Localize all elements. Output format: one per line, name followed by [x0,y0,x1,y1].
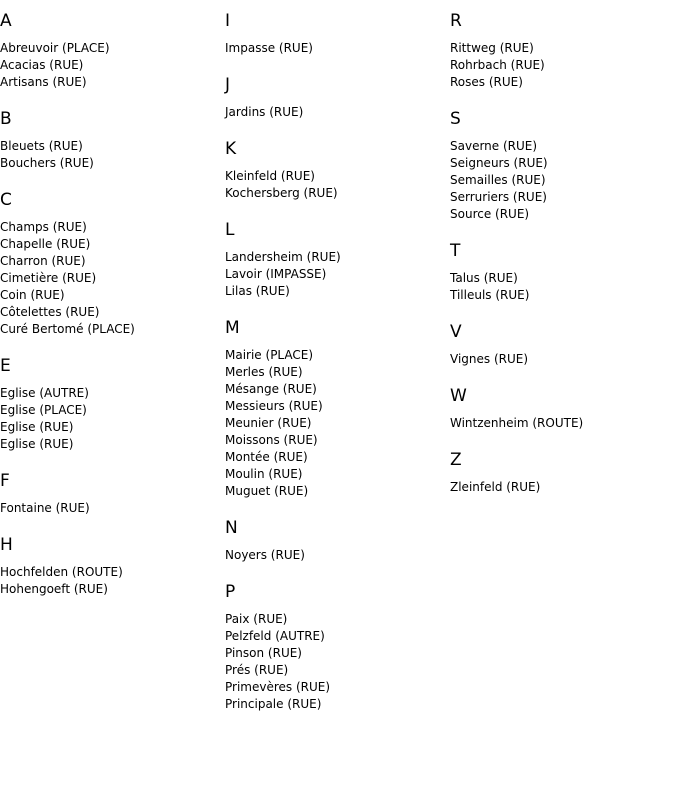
street-link[interactable]: Roses (RUE) [450,75,523,89]
street-link[interactable]: Noyers (RUE) [225,548,305,562]
street-link[interactable]: Vignes (RUE) [450,352,529,366]
street-link[interactable]: Bouchers (RUE) [0,156,94,170]
street-column [225,10,445,730]
street-link[interactable]: Eglise (RUE) [0,437,74,451]
street-list [0,564,220,598]
street-link[interactable]: Rittweg (RUE) [450,41,534,55]
street-link[interactable]: Acacias (RUE) [0,58,84,72]
street-list [450,351,670,368]
letter-section [0,355,220,453]
letter-section [0,189,220,338]
street-list [450,270,670,304]
street-link[interactable]: Mairie (PLACE) [225,348,314,362]
street-link[interactable]: Lilas (RUE) [225,284,290,298]
street-list [450,40,670,91]
street-link[interactable]: Hohengoeft (RUE) [0,582,108,596]
street-link[interactable]: Seigneurs (RUE) [450,156,548,170]
street-list [0,219,220,338]
letter-heading: C [0,190,12,210]
letter-section [0,470,220,517]
street-link[interactable]: Eglise (PLACE) [0,403,87,417]
letter-section [225,10,445,57]
letter-heading: W [450,386,467,406]
street-link[interactable]: Moissons (RUE) [225,433,318,447]
letter-heading: N [225,518,238,538]
letter-section [450,449,670,496]
street-link[interactable]: Prés (RUE) [225,663,289,677]
street-list [450,138,670,223]
letter-section [450,10,670,91]
letter-heading: F [0,471,10,491]
letter-heading: H [0,535,13,555]
letter-heading: E [0,356,11,376]
street-list [450,479,670,496]
letter-section [0,534,220,598]
street-list [0,138,220,172]
street-link[interactable]: Cimetière (RUE) [0,271,97,285]
street-list [225,40,445,57]
street-list [0,40,220,91]
letter-heading: I [225,11,231,31]
letter-heading: J [225,75,231,95]
letter-heading: V [450,322,462,342]
letter-heading: Z [450,450,462,470]
street-list [225,249,445,300]
street-link[interactable]: Artisans (RUE) [0,75,87,89]
street-link[interactable]: Montée (RUE) [225,450,308,464]
street-link[interactable]: Serruriers (RUE) [450,190,547,204]
letter-section [225,138,445,202]
street-link[interactable]: Chapelle (RUE) [0,237,91,251]
street-link[interactable]: Paix (RUE) [225,612,288,626]
street-link[interactable]: Semailles (RUE) [450,173,546,187]
street-link[interactable]: Wintzenheim (ROUTE) [450,416,584,430]
street-link[interactable]: Landersheim (RUE) [225,250,341,264]
letter-heading: B [0,109,12,129]
street-link[interactable]: Meunier (RUE) [225,416,312,430]
street-link[interactable]: Hochfelden (ROUTE) [0,565,123,579]
street-link[interactable]: Moulin (RUE) [225,467,303,481]
street-link[interactable]: Champs (RUE) [0,220,87,234]
street-list [225,611,445,713]
street-list [225,347,445,500]
street-link[interactable]: Merles (RUE) [225,365,303,379]
letter-heading: R [450,11,462,31]
letter-section [450,321,670,368]
letter-section [450,240,670,304]
letter-heading: T [450,241,461,261]
street-link[interactable]: Mésange (RUE) [225,382,317,396]
street-link[interactable]: Impasse (RUE) [225,41,313,55]
street-list [0,385,220,453]
street-link[interactable]: Zleinfeld (RUE) [450,480,541,494]
street-link[interactable]: Tilleuls (RUE) [450,288,530,302]
letter-heading: P [225,582,236,602]
street-link[interactable]: Source (RUE) [450,207,530,221]
letter-section [225,517,445,564]
street-link[interactable]: Muguet (RUE) [225,484,309,498]
street-link[interactable]: Eglise (RUE) [0,420,74,434]
letter-section [450,385,670,432]
street-link[interactable]: Fontaine (RUE) [0,501,90,515]
letter-section [450,108,670,223]
letter-section [225,581,445,713]
street-list [0,500,220,517]
street-column [0,10,220,615]
street-list [450,415,670,432]
letter-heading: S [450,109,461,129]
street-link[interactable]: Primevères (RUE) [225,680,331,694]
street-link[interactable]: Saverne (RUE) [450,139,538,153]
street-list [225,547,445,564]
letter-section [0,108,220,172]
street-link[interactable]: Bleuets (RUE) [0,139,83,153]
street-link[interactable]: Charron (RUE) [0,254,86,268]
letter-heading: A [0,11,12,31]
street-link[interactable]: Rohrbach (RUE) [450,58,545,72]
street-list [225,104,445,121]
street-link[interactable]: Jardins (RUE) [225,105,304,119]
street-link[interactable]: Eglise (AUTRE) [0,386,89,400]
street-link[interactable]: Messieurs (RUE) [225,399,323,413]
street-link[interactable]: Principale (RUE) [225,697,322,711]
street-link[interactable]: Talus (RUE) [450,271,518,285]
letter-heading: M [225,318,240,338]
street-link[interactable]: Kochersberg (RUE) [225,186,338,200]
street-column [450,10,670,513]
street-link[interactable]: Curé Bertomé (PLACE) [0,322,135,336]
street-link[interactable]: Côtelettes (RUE) [0,305,100,319]
letter-section [225,317,445,500]
street-link[interactable]: Pinson (RUE) [225,646,302,660]
street-link[interactable]: Pelzfeld (AUTRE) [225,629,325,643]
letter-heading: L [225,220,235,240]
street-link[interactable]: Kleinfeld (RUE) [225,169,315,183]
letter-section [225,219,445,300]
street-link[interactable]: Abreuvoir (PLACE) [0,41,110,55]
street-link[interactable]: Lavoir (IMPASSE) [225,267,327,281]
letter-heading: K [225,139,237,159]
letter-section [225,74,445,121]
letter-section [0,10,220,91]
street-list [225,168,445,202]
street-link[interactable]: Coin (RUE) [0,288,65,302]
